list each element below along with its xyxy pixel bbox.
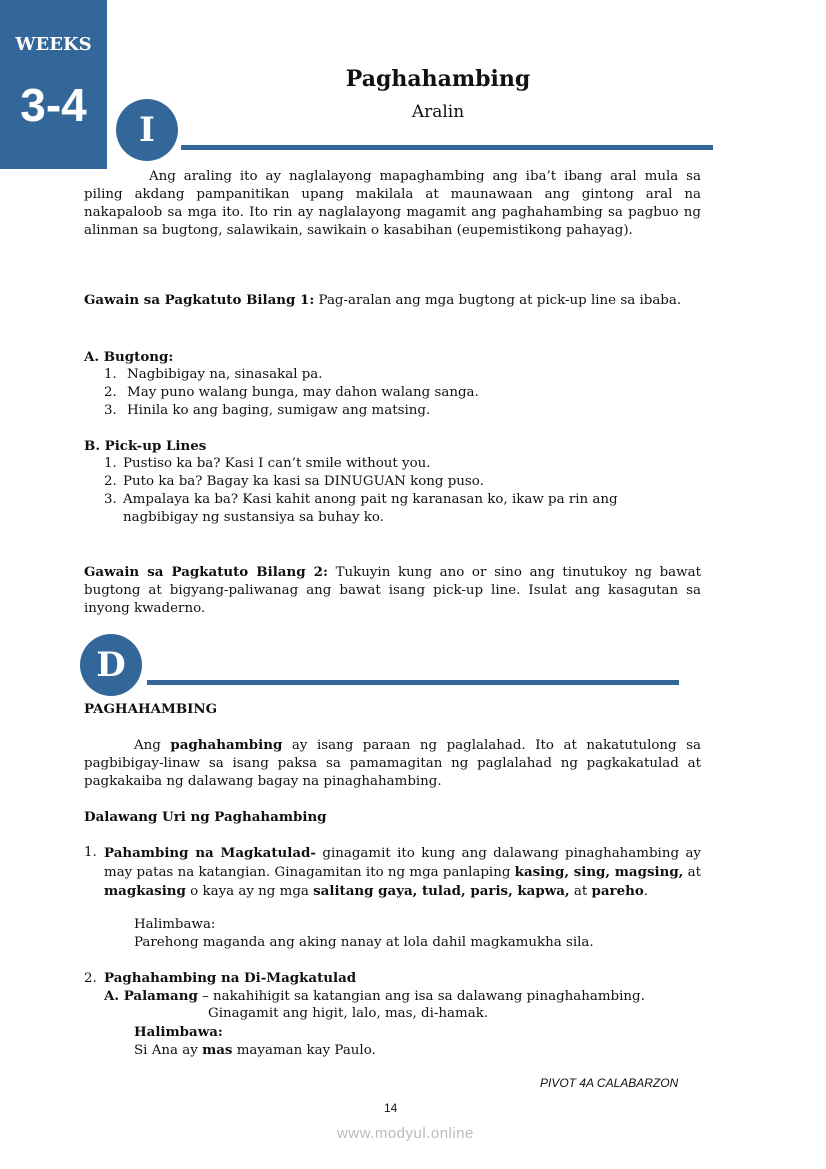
item-number: 3. bbox=[104, 492, 117, 507]
type-2a-text2: Ginagamit ang higit, lalo, mas, di-hamak. bbox=[208, 1006, 489, 1021]
list-item bbox=[104, 473, 684, 491]
type-2-example bbox=[134, 1041, 376, 1060]
bold-term: paghahambing bbox=[170, 737, 283, 753]
bold-term: kasing, sing, magsing, bbox=[514, 864, 684, 880]
item-number: 3. bbox=[104, 403, 117, 418]
types-heading: Dalawang Uri ng Paghahambing bbox=[84, 809, 327, 825]
type-1-text bbox=[104, 844, 701, 901]
item-text: May puno walang bunga, may dahon walang sanga. bbox=[127, 385, 479, 400]
type-2a-label: A. Palamang bbox=[104, 988, 198, 1004]
bold-term: magkasing bbox=[104, 883, 186, 899]
page-title: Paghahambing bbox=[345, 66, 531, 92]
gawain-2-text: Tukuyin kung ano or sino ang tinutukoy ng bawat bugtong at bigyang-paliwanag ang bawat isang pick-up line. Isulat ang kasagutan sa inyong kwaderno. bbox=[84, 565, 701, 616]
text: Ang bbox=[134, 738, 171, 753]
gawain-1-label: Gawain sa Pagkatuto Bilang 1: bbox=[84, 292, 315, 308]
type-1-example-label: Halimbawa: bbox=[134, 917, 216, 932]
text: at bbox=[569, 884, 592, 899]
item-number: 1. bbox=[84, 845, 97, 860]
text: at bbox=[683, 865, 701, 880]
text: ay isang paraan ng paglalahad. Ito at nakatutulong sa pagbibigay-linaw sa isang paksa sa pamamagitan ng paglalahad ng pagkakatulad at pagkakaiba ng dalawang bagay na pinaghahambing. bbox=[84, 738, 701, 789]
item-number: 1. bbox=[104, 367, 117, 382]
discussion-paragraph bbox=[84, 736, 701, 791]
section-d-badge: D bbox=[80, 634, 142, 696]
list-item bbox=[104, 455, 684, 473]
bold-term: salitang gaya, tulad, paris, kapwa, bbox=[313, 883, 570, 899]
text: . bbox=[643, 884, 649, 899]
type-1 bbox=[84, 844, 701, 901]
text: o kaya ay ng mga bbox=[185, 884, 314, 899]
gawain-2 bbox=[84, 563, 701, 618]
type-2a bbox=[104, 987, 645, 1006]
type-1-title: Pahambing na Magkatulad- bbox=[104, 845, 316, 861]
text: ginagamit ito kung ang dalawang pinaghahambing ay may patas na katangian. Ginagamitan ito ng mga panlaping bbox=[104, 846, 701, 880]
pickup-list bbox=[104, 455, 684, 527]
item-text: Nagbibigay na, sinasakal pa. bbox=[127, 367, 323, 382]
section-i-badge: I bbox=[116, 99, 178, 161]
item-number: 1. bbox=[104, 456, 117, 471]
bugtong-list bbox=[104, 366, 704, 420]
pickup-heading: B. Pick-up Lines bbox=[84, 438, 207, 454]
page-subtitle: Aralin bbox=[411, 102, 465, 122]
gawain-2-label: Gawain sa Pagkatuto Bilang 2: bbox=[84, 564, 328, 580]
gawain-1-text: Pag-aralan ang mga bugtong at pick-up line sa ibaba. bbox=[314, 293, 682, 308]
page-number: 14 bbox=[384, 1101, 398, 1115]
item-number: 2. bbox=[84, 971, 97, 986]
list-item bbox=[104, 402, 704, 420]
item-text: Hinila ko ang baging, sumigaw ang matsing. bbox=[127, 403, 431, 418]
text: Si Ana ay bbox=[134, 1043, 203, 1058]
list-item bbox=[104, 384, 704, 402]
gawain-1 bbox=[84, 291, 701, 310]
type-2-title: Paghahambing na Di-Magkatulad bbox=[104, 970, 357, 986]
weeks-range: 3-4 bbox=[20, 79, 87, 131]
bold-term: pareho bbox=[591, 883, 644, 899]
footer-org: PIVOT 4A CALABARZON bbox=[540, 1076, 679, 1090]
weeks-badge bbox=[0, 0, 107, 169]
item-text: Ampalaya ka ba? Kasi kahit anong pait ng karanasan ko, ikaw pa rin ang nagbibigay ng sustansiya sa buhay ko. bbox=[123, 492, 618, 525]
type-2 bbox=[84, 969, 356, 988]
list-item bbox=[104, 366, 704, 384]
watermark: www.modyul.online bbox=[337, 1125, 474, 1142]
section-i-rule bbox=[181, 145, 713, 150]
discussion-heading: PAGHAHAMBING bbox=[84, 701, 218, 717]
intro-paragraph: Ang araling ito ay naglalayong mapaghambing ang iba’t ibang aral mula sa piling akdang pampanitikan upang makilala at maunawaan ang gintong aral na nakapaloob sa mga ito. Ito rin ay naglalayong magamit ang paghahambing sa pagbuo ng alinman sa bugtong, salawikain, sawikain o kasabihan (eupemistikong pahayag). bbox=[84, 169, 701, 238]
bold-term: mas bbox=[202, 1042, 233, 1058]
item-text: Pustiso ka ba? Kasi I can’t smile without you. bbox=[123, 456, 431, 471]
item-number: 2. bbox=[104, 474, 117, 489]
text: – nakahihigit sa katangian ang isa sa dalawang pinaghahambing. bbox=[197, 989, 645, 1004]
list-item bbox=[104, 491, 684, 527]
type-1-example: Parehong maganda ang aking nanay at lola dahil magkamukha sila. bbox=[134, 935, 594, 950]
item-number: 2. bbox=[104, 385, 117, 400]
weeks-label: WEEKS bbox=[15, 34, 92, 55]
section-d-rule bbox=[147, 680, 679, 685]
bugtong-heading: A. Bugtong: bbox=[84, 349, 174, 365]
text: mayaman kay Paulo. bbox=[232, 1043, 376, 1058]
item-text: Puto ka ba? Bagay ka kasi sa DINUGUAN kong puso. bbox=[123, 474, 484, 489]
type-2-example-label: Halimbawa: bbox=[134, 1024, 223, 1040]
